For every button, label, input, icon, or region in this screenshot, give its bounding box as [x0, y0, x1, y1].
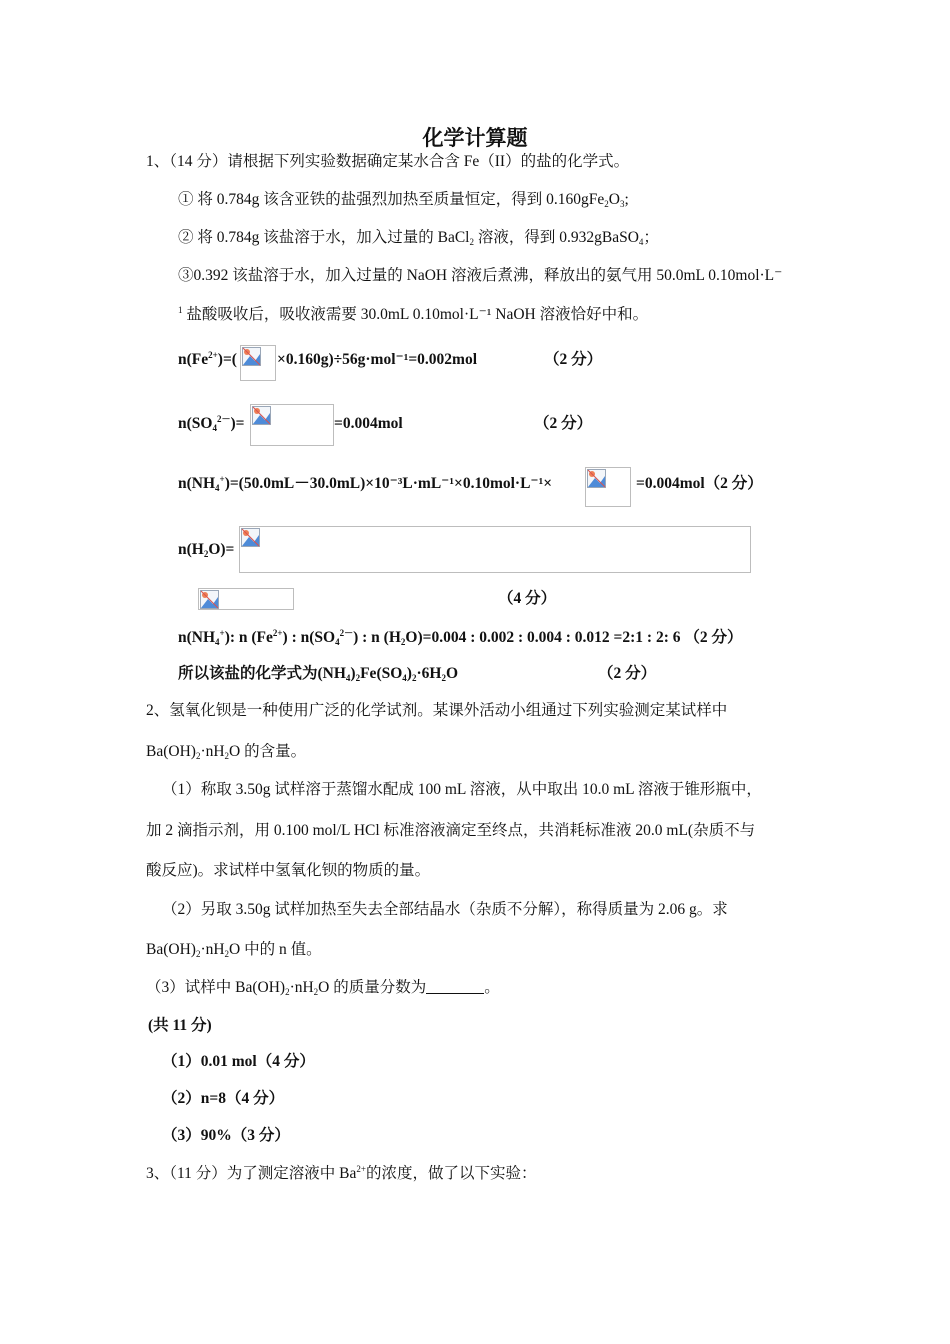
q2-stem-line1: 2、氢氧化钡是一种使用广泛的化学试剂。某课外活动小组通过下列实验测定某试样中	[146, 702, 728, 719]
q2-part1-line2: 加 2 滴指示剂，用 0.100 mol/L HCl 标准溶液滴定至终点，共消耗标准液 20.0 mL(杂质不与	[146, 822, 756, 839]
formula-image	[250, 404, 334, 446]
q1-step3-line2: $^1$ 盐酸吸收后，吸收液需要 30.0mL 0.10mol·L⁻¹ NaOH 溶液恰好中和。	[178, 305, 649, 323]
q1-answer-fe-result: ×0.160g)÷56g·mol⁻¹=0.002mol	[277, 351, 478, 368]
broken-image-icon	[241, 528, 260, 547]
q2-answer-2: （2）n=8（4 分）	[162, 1090, 285, 1107]
q1-ratio: $n(NH_4^+)$: n $(Fe^{2+})$ : $n(SO_4^{2-})$ : n $(H_2O)=0.004$ : 0.002 : 0.004 : 0.012 =2:1 : 2: 6 （2 分）	[178, 628, 743, 647]
q2-part2-line2: $Ba(OH)_2\cdot nH_2O$ 中的 n 值。	[146, 941, 322, 959]
formula-image	[198, 588, 294, 610]
broken-image-icon	[242, 347, 261, 366]
formula-image	[240, 345, 276, 381]
q1-step1: ① 将 0.784g 该含亚铁的盐强烈加热至质量恒定，得到 $0.160gFe_2O_3$;	[178, 191, 629, 209]
broken-image-icon	[252, 406, 271, 425]
page-title: 化学计算题	[422, 126, 528, 150]
q1-formula: 所以该盐的化学式为$(NH_4)_2Fe(SO_4)_2\cdot 6H_2O$	[178, 665, 458, 683]
answer-blank	[426, 979, 484, 994]
q3-stem: 3、（11 分）为了测定溶液中 $Ba^{2+}$的浓度，做了以下实验：	[146, 1164, 537, 1182]
q1-answer-fe: $n(Fe^{2+})=$(	[178, 350, 237, 368]
q1-stem: 1、（14 分）请根据下列实验数据确定某水合含 Fe（II）的盐的化学式。	[146, 153, 630, 170]
broken-image-icon	[587, 469, 606, 488]
q2-part1-line1: （1）称取 3.50g 试样溶于蒸馏水配成 100 mL 溶液，从中取出 10.0 mL 溶液于锥形瓶中，	[162, 781, 762, 798]
q1-formula-score: （2 分）	[598, 665, 657, 682]
q1-answer-so4-result: =0.004mol	[334, 415, 403, 432]
q2-part3: （3）试样中 $Ba(OH)_2\cdot nH_2O$ 的质量分数为 。	[146, 979, 500, 997]
q1-answer-h2o-score: （4 分）	[498, 590, 557, 607]
q1-answer-nh4-result: =0.004mol（2 分）	[636, 475, 763, 492]
q1-answer-h2o: $n(H_2O)=$	[178, 541, 235, 559]
q2-stem-line2: $Ba(OH)_2\cdot nH_2O$ 的含量。	[146, 743, 307, 761]
broken-image-icon	[200, 590, 219, 609]
q1-step2: ② 将 0.784g 该盐溶于水，加入过量的 BaCl$_2$ 溶液，得到 0.932gBaSO$_4$；	[178, 229, 659, 247]
q2-answer-1: （1）0.01 mol（4 分）	[162, 1053, 315, 1070]
q1-answer-fe-score: （2 分）	[544, 351, 603, 368]
q1-answer-so4: $n(SO_4^{2-})=$	[178, 414, 245, 433]
q2-part1-line3: 酸反应)。求试样中氢氧化钡的物质的量。	[146, 862, 431, 879]
q2-part2-line1: （2）另取 3.50g 试样加热至失去全部结晶水（杂质不分解），称得质量为 2.06 g。求	[162, 901, 728, 918]
q1-answer-so4-score: （2 分）	[534, 415, 593, 432]
q2-total-score: (共 11 分)	[148, 1017, 212, 1034]
formula-image	[585, 467, 631, 507]
q1-answer-nh4: $n(NH_4^+)=(50.0mL-30.0mL)\times 10^{-3}L\cdot mL^{-1}\times 0.10mol\cdot L^{-1}\times$	[178, 474, 553, 493]
q2-answer-3: （3）90%（3 分）	[162, 1127, 290, 1144]
formula-image	[239, 526, 751, 573]
q1-step3-line1: ③0.392 该盐溶于水，加入过量的 NaOH 溶液后煮沸，释放出的氨气用 50.0mL 0.10mol·L⁻	[178, 267, 783, 284]
